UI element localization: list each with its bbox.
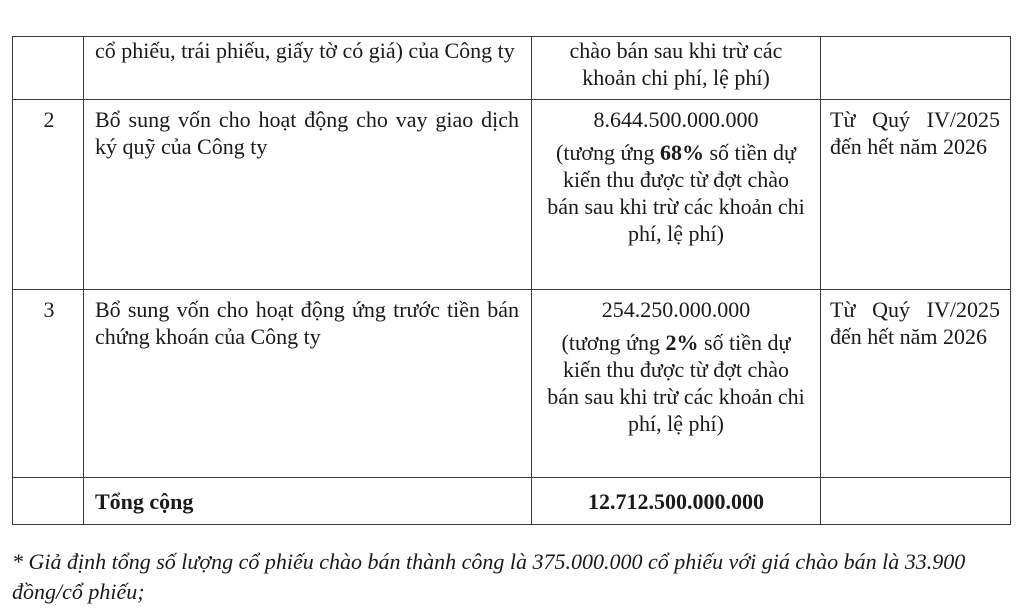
total-label: Tổng cộng	[95, 489, 194, 514]
total-amount: 12.712.500.000.000	[588, 489, 764, 514]
amount-value: 254.250.000.000	[601, 297, 751, 322]
amount-value: 8.644.500.000.000	[593, 107, 759, 132]
timeline-text	[821, 37, 1010, 43]
footnote: * Giả định tổng số lượng cổ phiếu chào bán thành công là 375.000.000 cổ phiếu với giá chào bán là 33.900 đồng/cổ phiếu;	[12, 549, 966, 604]
purpose-text: cổ phiếu, trái phiếu, giấy tờ có giá) của Công ty	[95, 38, 515, 63]
purpose-cell	[84, 290, 532, 478]
total-amount-cell	[532, 478, 821, 525]
total-row	[13, 478, 1011, 525]
amount-cell	[532, 290, 821, 478]
percentage: 2%	[665, 330, 699, 355]
amount-note: (tương ứng 2% số tiền dự kiến thu được từ đợt chào bán sau khi trừ các khoản chi phí, lệ phí)	[547, 330, 805, 436]
timeline-cell	[821, 290, 1011, 478]
purpose-text: Bổ sung vốn cho hoạt động ứng trước tiền bán chứng khoán của Công ty	[95, 297, 519, 349]
amount-cell	[532, 37, 821, 100]
table-row	[13, 37, 1011, 100]
amount-note: (tương ứng 68% số tiền dự kiến thu được từ đợt chào bán sau khi trừ các khoản chi phí, lệ phí)	[547, 140, 805, 246]
timeline-text: Từ Quý IV/2025 đến hết năm 2026	[830, 107, 1000, 159]
purpose-cell	[84, 37, 532, 100]
amount-note: chào bán sau khi trừ các khoản chi phí, lệ phí)	[569, 38, 783, 90]
purpose-text: Bổ sung vốn cho hoạt động cho vay giao dịch ký quỹ của Công ty	[95, 107, 519, 159]
row-number: 3	[43, 297, 55, 322]
row-number: 2	[43, 107, 55, 132]
table-row	[13, 100, 1011, 290]
purpose-cell	[84, 100, 532, 290]
timeline-cell	[821, 100, 1011, 290]
percentage: 68%	[659, 140, 704, 165]
row-number-cell	[13, 478, 84, 525]
row-number	[13, 37, 83, 43]
row-number-cell	[13, 290, 84, 478]
total-label-cell	[84, 478, 532, 525]
row-number-cell	[13, 100, 84, 290]
capital-allocation-table	[12, 36, 1011, 525]
timeline-cell	[821, 37, 1011, 100]
row-number-cell	[13, 37, 84, 100]
timeline-cell	[821, 478, 1011, 525]
table-row	[13, 290, 1011, 478]
timeline-text: Từ Quý IV/2025 đến hết năm 2026	[830, 297, 1000, 349]
amount-cell	[532, 100, 821, 290]
